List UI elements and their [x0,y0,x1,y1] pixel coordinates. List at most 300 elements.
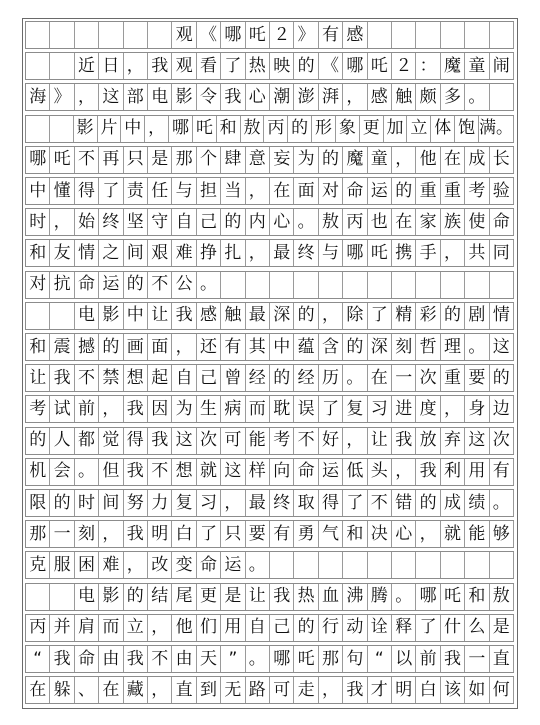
grid-cell: 因 [148,396,172,422]
grid-cell: 和 [26,240,50,266]
grid-cell: 耽 [270,396,294,422]
grid-cell: 习 [368,396,392,422]
grid-cell: 童 [465,53,489,79]
grid-cell: 影 [99,584,123,610]
grid-cell: 这 [221,459,245,485]
grid-cell: 敖 [319,209,343,235]
grid-cell: 不 [75,147,99,173]
grid-cell: 内 [246,209,270,235]
grid-cell: 那 [319,646,343,672]
grid-cell: 试 [50,396,74,422]
grid-cell: 湃 [319,84,343,110]
grid-cell: 满。 [479,116,514,142]
grid-cell: 守 [148,209,172,235]
grid-cell: 影 [74,116,98,142]
grid-cell: 对 [26,272,50,298]
grid-cell: 困 [75,552,99,578]
grid-cell [26,116,50,142]
grid-cell: 但 [99,459,123,485]
grid-cell: 家 [416,209,440,235]
grid-cell: 么 [465,615,489,641]
grid-cell [368,552,392,578]
grid-cell: ” [221,646,245,672]
grid-cell: 情 [490,303,514,329]
grid-cell: 走 [294,677,318,703]
grid-cell: 经 [294,365,318,391]
grid-cell: 有 [319,22,343,48]
grid-cell: 始 [75,209,99,235]
grid-cell: 误 [294,396,318,422]
grid-cell: 终 [294,240,318,266]
grid-cell [50,22,74,48]
grid-cell: 终 [270,490,294,516]
grid-cell: 历 [319,365,343,391]
grid-cell [294,272,318,298]
essay-line [25,427,514,455]
grid-cell: 澎 [294,84,318,110]
grid-cell: 血 [319,584,343,610]
grid-cell: 哪 [169,116,193,142]
grid-cell: 够 [490,521,514,547]
grid-cell: 他 [416,147,440,173]
grid-cell: 直 [490,646,514,672]
grid-cell: 直 [172,677,196,703]
grid-cell [441,22,465,48]
grid-cell: 不 [148,272,172,298]
grid-cell: 和 [26,334,50,360]
grid-cell: 》 [294,22,318,48]
grid-cell: 最 [270,240,294,266]
grid-cell: 我 [441,646,465,672]
grid-cell: 加 [384,116,408,142]
grid-cell: 我 [416,459,440,485]
grid-cell [270,272,294,298]
grid-cell: 同 [490,240,514,266]
grid-cell: 电 [75,584,99,610]
grid-cell: 了 [319,396,343,422]
grid-cell [148,22,172,48]
grid-cell [490,552,514,578]
grid-cell: 而 [246,396,270,422]
grid-cell [270,552,294,578]
grid-cell: 电 [148,84,172,110]
grid-cell: 一 [50,521,74,547]
grid-cell: 。 [392,584,416,610]
grid-cell [50,53,74,79]
grid-cell: 敖 [490,584,514,610]
essay-line [25,302,514,330]
grid-cell: 要 [465,365,489,391]
grid-cell: 的 [416,490,440,516]
grid-cell: 族 [441,209,465,235]
essay-line [25,239,514,267]
grid-cell: 体 [431,116,455,142]
grid-cell: 次 [416,365,440,391]
grid-cell: 的 [124,584,148,610]
grid-cell: 触 [392,84,416,110]
grid-cell: 藏 [124,677,148,703]
grid-cell: 时 [75,490,99,516]
grid-cell: 哪 [343,53,367,79]
grid-cell: 能 [246,428,270,454]
essay-line [25,458,514,486]
grid-cell: 坚 [124,209,148,235]
grid-cell: 有 [221,334,245,360]
grid-cell: 绩 [465,490,489,516]
grid-cell: 得 [75,178,99,204]
grid-cell: 潮 [270,84,294,110]
composition-paper [22,18,518,709]
grid-cell: 中 [121,116,145,142]
grid-cell: ， [75,84,99,110]
grid-cell: 到 [197,677,221,703]
grid-cell: 只 [221,521,245,547]
grid-cell: 的 [343,334,367,360]
grid-cell: ， [99,521,123,547]
grid-cell: 挣 [197,240,221,266]
grid-cell: 能 [465,521,489,547]
grid-cell: 共 [465,240,489,266]
grid-cell [319,272,343,298]
grid-cell: ２ [392,53,416,79]
grid-cell [441,272,465,298]
grid-cell: 就 [441,521,465,547]
grid-cell: 公 [172,272,196,298]
grid-cell: ， [148,615,172,641]
grid-cell [75,22,99,48]
grid-cell: 经 [246,365,270,391]
grid-cell [26,303,50,329]
grid-cell: 得 [124,428,148,454]
grid-cell: 影 [172,84,196,110]
grid-cell [465,272,489,298]
grid-cell [26,584,50,610]
grid-cell: 不 [294,428,318,454]
grid-cell: 吒 [368,53,392,79]
grid-cell: 行 [319,615,343,641]
grid-cell: ， [392,459,416,485]
grid-cell: 更 [197,584,221,610]
grid-cell: 让 [148,303,172,329]
grid-cell: 丙 [343,209,367,235]
grid-cell: ， [441,240,465,266]
grid-cell: 他 [172,615,196,641]
grid-cell [416,552,440,578]
grid-cell: 妄 [270,147,294,173]
grid-cell: 人 [50,428,74,454]
grid-cell: 。 [246,552,270,578]
grid-cell: 魔 [441,53,465,79]
grid-cell: 画 [124,334,148,360]
grid-cell: 敖 [241,116,265,142]
grid-cell: 只 [124,147,148,173]
grid-cell: 这 [99,84,123,110]
grid-cell [294,552,318,578]
grid-cell: 令 [197,84,221,110]
grid-cell: 肩 [75,615,99,641]
grid-cell: 度 [416,396,440,422]
grid-cell: 象 [336,116,360,142]
grid-cell: 头 [368,459,392,485]
grid-cell: 与 [319,240,343,266]
grid-cell: 我 [124,646,148,672]
grid-cell: 扎 [221,240,245,266]
grid-cell: 再 [99,147,123,173]
grid-cell: 哪 [416,584,440,610]
grid-cell: 部 [124,84,148,110]
grid-cell: 、 [75,677,99,703]
grid-cell: 结 [148,584,172,610]
grid-cell: 如 [465,677,489,703]
grid-cell: 那 [172,147,196,173]
grid-cell: ， [319,303,343,329]
grid-cell: 闹 [490,53,514,79]
grid-cell: 运 [221,552,245,578]
grid-cell: 感 [368,84,392,110]
grid-cell: 力 [148,490,172,516]
grid-cell: 是 [490,615,514,641]
grid-cell: ， [50,209,74,235]
grid-cell: 热 [246,53,270,79]
essay-line [25,551,514,579]
grid-cell: 才 [368,677,392,703]
grid-cell: 含 [319,334,343,360]
grid-cell: 懂 [50,178,74,204]
grid-cell: 。 [75,459,99,485]
grid-cell: 《 [197,22,221,48]
grid-cell: 边 [490,396,514,422]
grid-cell: 不 [148,459,172,485]
grid-cell: 友 [50,240,74,266]
essay-line [25,676,514,704]
grid-cell: 时 [26,209,50,235]
grid-cell: 一 [392,365,416,391]
grid-cell: 吒 [246,22,270,48]
grid-cell: 深 [368,334,392,360]
grid-cell: 我 [343,677,367,703]
grid-cell: 长 [490,147,514,173]
grid-cell: 看 [197,53,221,79]
grid-cell: 成 [441,490,465,516]
grid-cell: 抗 [50,272,74,298]
grid-cell: 间 [124,240,148,266]
grid-cell: 情 [75,240,99,266]
grid-cell: 蕴 [294,334,318,360]
grid-cell: 变 [172,552,196,578]
grid-cell: 最 [246,490,270,516]
grid-cell: 这 [465,428,489,454]
grid-cell: 颇 [416,84,440,110]
grid-cell: 努 [124,490,148,516]
grid-cell: 和 [343,521,367,547]
grid-cell: 无 [221,677,245,703]
grid-cell: 艰 [148,240,172,266]
grid-cell: 除 [343,303,367,329]
grid-cell: 责 [124,178,148,204]
grid-cell: 丙 [26,615,50,641]
grid-cell: 电 [75,303,99,329]
grid-cell: 考 [26,396,50,422]
grid-cell: 是 [221,584,245,610]
grid-cell: 我 [148,428,172,454]
grid-cell: 的 [441,303,465,329]
grid-cell: ， [392,147,416,173]
grid-cell: 。 [294,209,318,235]
grid-cell: 可 [270,677,294,703]
grid-cell: 的 [50,490,74,516]
grid-cell: 得 [319,490,343,516]
grid-cell: 让 [26,365,50,391]
grid-cell: ， [246,178,270,204]
grid-cell: 更 [360,116,384,142]
grid-cell: 次 [197,428,221,454]
grid-cell: 我 [148,53,172,79]
grid-cell: 自 [172,209,196,235]
grid-cell: 使 [465,209,489,235]
grid-cell: 放 [416,428,440,454]
grid-cell: ， [319,677,343,703]
grid-cell: 面 [294,178,318,204]
grid-cell: ， [172,334,196,360]
grid-cell: 生 [197,396,221,422]
grid-cell [124,22,148,48]
grid-cell: 禁 [99,365,123,391]
grid-cell: 吒 [294,646,318,672]
grid-cell: 。 [246,646,270,672]
grid-cell: 那 [26,521,50,547]
grid-cell: 复 [343,396,367,422]
grid-cell: 这 [172,428,196,454]
grid-cell: 己 [197,365,221,391]
grid-cell: 觉 [99,428,123,454]
grid-cell [416,22,440,48]
grid-cell: 也 [368,209,392,235]
grid-cell: 用 [221,615,245,641]
grid-cell: 感 [343,22,367,48]
grid-cell: 难 [99,552,123,578]
grid-cell: 我 [221,84,245,110]
grid-cell: ， [343,84,367,110]
grid-cell: 为 [172,396,196,422]
grid-cell: 命 [75,646,99,672]
grid-cell: 了 [368,303,392,329]
grid-cell: ， [441,396,465,422]
grid-cell: 观 [172,22,196,48]
grid-cell: 考 [270,428,294,454]
grid-cell: 丙 [264,116,288,142]
grid-cell: 日 [99,53,123,79]
grid-cell: 。 [343,365,367,391]
grid-cell: 白 [416,677,440,703]
grid-cell: 在 [441,147,465,173]
grid-cell: 《 [319,53,343,79]
grid-cell: 由 [172,646,196,672]
grid-cell: 利 [441,459,465,485]
grid-cell: 哪 [343,240,367,266]
grid-cell: 而 [99,615,123,641]
essay-line [25,395,514,423]
grid-cell: 肆 [221,147,245,173]
grid-cell: 手 [416,240,440,266]
grid-cell: 终 [99,209,123,235]
grid-cell: 验 [490,178,514,204]
grid-cell: 了 [416,615,440,641]
grid-cell: 路 [246,677,270,703]
grid-cell: 面 [148,334,172,360]
grid-cell: 要 [246,521,270,547]
grid-cell [50,303,74,329]
grid-cell: 的 [294,53,318,79]
grid-cell: 我 [270,584,294,610]
grid-cell: ， [148,677,172,703]
grid-cell: 任 [148,178,172,204]
grid-cell [368,272,392,298]
grid-cell: 在 [270,178,294,204]
grid-cell: 我 [124,459,148,485]
grid-cell: 弃 [441,428,465,454]
grid-cell: 的 [294,303,318,329]
grid-cell: 还 [197,334,221,360]
grid-cell: 腾 [368,584,392,610]
grid-cell: 最 [246,303,270,329]
grid-cell: 我 [172,303,196,329]
grid-cell: ， [343,428,367,454]
grid-cell: 让 [246,584,270,610]
essay-line [25,146,514,174]
grid-cell: 就 [197,459,221,485]
grid-cell: 的 [26,428,50,454]
grid-cell: 心 [270,209,294,235]
grid-cell: 想 [124,365,148,391]
grid-cell: 勇 [294,521,318,547]
grid-cell: 其 [246,334,270,360]
grid-cell: 们 [197,615,221,641]
grid-cell: 深 [270,303,294,329]
grid-cell: 让 [368,428,392,454]
grid-cell: 运 [99,272,123,298]
grid-cell: 明 [392,677,416,703]
grid-cell: 中 [270,334,294,360]
grid-cell: 在 [26,677,50,703]
grid-cell [343,272,367,298]
grid-cell: 沸 [343,584,367,610]
grid-cell: 刻 [392,334,416,360]
grid-cell: 句 [343,646,367,672]
grid-cell: 的 [319,147,343,173]
essay-title-row [25,21,514,49]
grid-cell: 的 [490,365,514,391]
grid-cell: 在 [368,365,392,391]
grid-cell: 和 [465,584,489,610]
grid-cell: 运 [319,459,343,485]
grid-cell: 会 [50,459,74,485]
grid-cell: 心 [392,521,416,547]
grid-cell: 白 [172,521,196,547]
grid-cell: 》 [50,84,74,110]
essay-line [25,52,514,80]
grid-cell: 以 [392,646,416,672]
essay-line [25,208,514,236]
grid-cell [246,272,270,298]
grid-cell: 诠 [368,615,392,641]
grid-cell: 都 [75,428,99,454]
grid-cell: 了 [99,178,123,204]
grid-cell: 起 [148,365,172,391]
grid-cell [26,22,50,48]
essay-line [25,489,514,517]
grid-cell: 复 [172,490,196,516]
grid-cell: 错 [392,490,416,516]
